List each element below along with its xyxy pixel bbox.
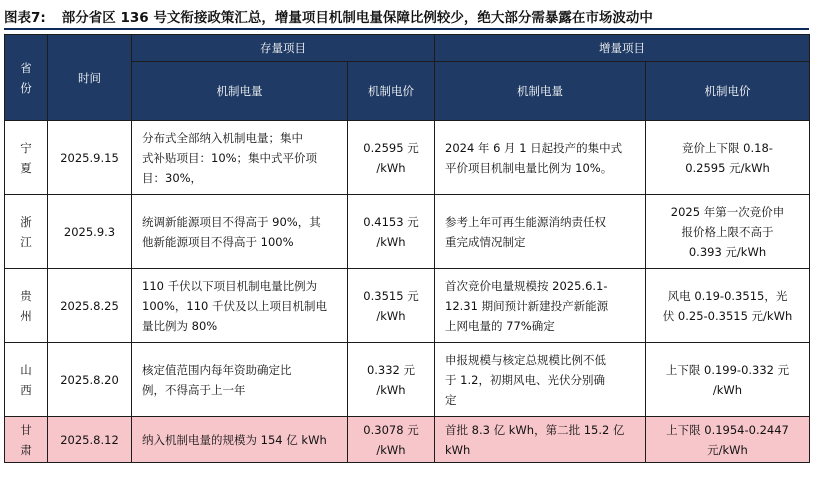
- new-volume-cell: 首次竞价电量规模按 2025.6.1- 12.31 期间预计新建投产新能源 上网电量的 77%确定: [435, 269, 646, 343]
- existing-price-cell: 0.3515 元 /kWh: [348, 269, 435, 343]
- header-new-volume: 机制电量: [435, 62, 646, 121]
- new-volume-cell: 参考上年可再生能源消纳责任权 重完成情况制定: [435, 195, 646, 269]
- new-volume-cell: 首批 8.3 亿 kWh，第二批 15.2 亿 kWh: [435, 417, 646, 463]
- table-row-shanxi: [5, 343, 810, 417]
- header-row-groups: [5, 35, 810, 62]
- province-cell: 甘 肃: [5, 417, 48, 463]
- header-existing-group: 存量项目: [132, 35, 435, 62]
- existing-volume-cell: 核定值范围内每年资助确定比 例，不得高于上一年: [132, 343, 348, 417]
- date-cell: 2025.8.20: [48, 343, 132, 417]
- new-price-cell: 风电 0.19-0.3515，光 伏 0.25-0.3515 元/kWh: [646, 269, 810, 343]
- date-cell: 2025.8.25: [48, 269, 132, 343]
- province-cell: 浙 江: [5, 195, 48, 269]
- table-row-zhejiang: [5, 195, 810, 269]
- new-volume-cell: 2024 年 6 月 1 日起投产的集中式 平价项目机制电量比例为 10%。: [435, 121, 646, 195]
- existing-volume-cell: 分布式全部纳入机制电量；集中 式补贴项目：10%；集中式平价项 目：30%，: [132, 121, 348, 195]
- header-existing-volume: 机制电量: [132, 62, 348, 121]
- existing-price-cell: 0.4153 元 /kWh: [348, 195, 435, 269]
- table-row-gansu: [5, 417, 810, 463]
- header-new-group: 增量项目: [435, 35, 810, 62]
- new-price-cell: 2025 年第一次竞价申 报价格上限不高于 0.393 元/kWh: [646, 195, 810, 269]
- header-time: 时间: [48, 35, 132, 121]
- existing-price-cell: 0.3078 元 /kWh: [348, 417, 435, 463]
- date-cell: 2025.9.15: [48, 121, 132, 195]
- date-cell: 2025.8.12: [48, 417, 132, 463]
- new-price-cell: 上下限 0.199-0.332 元 /kWh: [646, 343, 810, 417]
- figure-title: [4, 4, 809, 30]
- figure-title-text: 部分省区 136 号文衔接政策汇总，增量项目机制电量保障比例较少，绝大部分需暴露在市场波动中: [61, 10, 653, 26]
- figure-label: 图表7:: [4, 10, 46, 26]
- existing-volume-cell: 统调新能源项目不得高于 90%，其 他新能源项目不得高于 100%: [132, 195, 348, 269]
- policy-table: [4, 34, 810, 463]
- header-new-price: 机制电价: [646, 62, 810, 121]
- existing-volume-cell: 110 千伏以下项目机制电量比例为 100%，110 千伏及以上项目机制电 量比例为 80%: [132, 269, 348, 343]
- province-cell: 宁 夏: [5, 121, 48, 195]
- existing-volume-cell: 纳入机制电量的规模为 154 亿 kWh: [132, 417, 348, 463]
- date-cell: 2025.9.3: [48, 195, 132, 269]
- existing-price-cell: 0.2595 元 /kWh: [348, 121, 435, 195]
- table-row-ningxia: [5, 121, 810, 195]
- new-price-cell: 竞价上下限 0.18- 0.2595 元/kWh: [646, 121, 810, 195]
- province-cell: 山 西: [5, 343, 48, 417]
- header-existing-price: 机制电价: [348, 62, 435, 121]
- header-province: 省 份: [5, 35, 48, 121]
- new-volume-cell: 申报规模与核定总规模比例不低 于 1.2，初期风电、光伏分别确 定: [435, 343, 646, 417]
- table-row-guizhou: [5, 269, 810, 343]
- new-price-cell: 上下限 0.1954-0.2447 元/kWh: [646, 417, 810, 463]
- existing-price-cell: 0.332 元 /kWh: [348, 343, 435, 417]
- province-cell: 贵 州: [5, 269, 48, 343]
